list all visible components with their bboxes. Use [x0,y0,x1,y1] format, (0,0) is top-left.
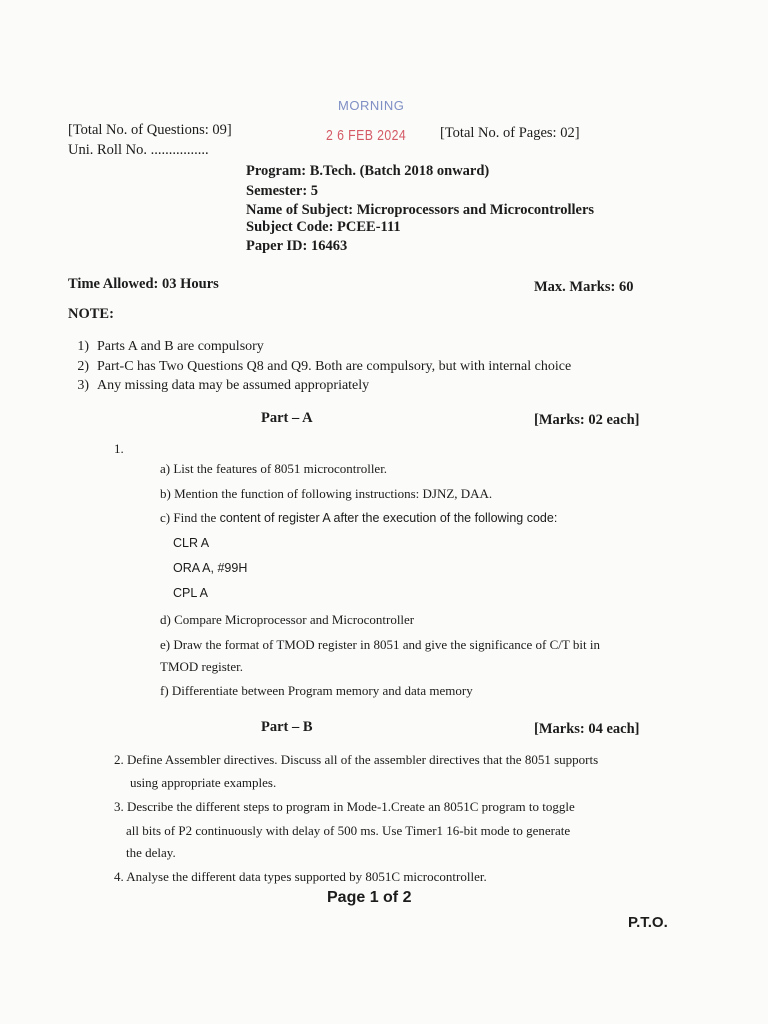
note-number: 1) [77,339,89,354]
question-1c-text: content of register A after the execution of the following code: [219,511,558,525]
part-b-marks: [Marks: 04 each] [534,721,640,737]
question-1b: b) Mention the function of following instructions: DJNZ, DAA. [160,486,493,501]
question-3: 3. Describe the different steps to program in Mode-1.Create an 8051C program to toggle [114,799,575,814]
session-stamp: MORNING [338,98,405,113]
question-4: 4. Analyse the different data types supported by 8051C microcontroller. [114,869,487,884]
note-text: Parts A and B are compulsory [97,339,264,354]
total-questions: [Total No. of Questions: 09] [68,122,232,138]
roll-no: Uni. Roll No. ................ [68,142,209,158]
note-number: 3) [77,378,89,393]
part-b-title: Part – B [261,719,313,735]
question-1f: f) Differentiate between Program memory and data memory [160,683,473,698]
question-1e-cont: TMOD register. [160,659,244,674]
total-pages: [Total No. of Pages: 02] [440,125,580,141]
page-number: Page 1 of 2 [327,889,412,906]
subject-name: Name of Subject: Microprocessors and Microcontrollers [246,202,595,218]
question-1c [160,510,557,526]
question-3-cont: all bits of P2 continuously with delay of 500 ms. Use Timer1 16-bit mode to generate [126,823,571,838]
time-allowed: Time Allowed: 03 Hours [68,276,219,292]
question-number: 1. [114,441,124,456]
code-line: CPL A [173,586,208,600]
program: Program: B.Tech. (Batch 2018 onward) [246,163,490,179]
part-a-title: Part – A [261,410,313,426]
note-item [65,359,571,375]
question-1c-prefix: c) Find the [160,510,217,525]
part-a-marks: [Marks: 02 each] [534,412,640,428]
question-1e: e) Draw the format of TMOD register in 8051 and give the significance of C/T bit in [160,637,600,652]
max-marks: Max. Marks: 60 [534,279,634,295]
question-1d: d) Compare Microprocessor and Microcontroller [160,612,415,627]
subject-code: Subject Code: PCEE-111 [246,219,401,235]
note-item [65,378,369,394]
note-text: Part-C has Two Questions Q8 and Q9. Both are compulsory, but with internal choice [97,359,572,374]
paper-id: Paper ID: 16463 [246,238,348,254]
pto-label: P.T.O. [628,914,668,931]
question-1a: a) List the features of 8051 microcontroller. [160,461,388,476]
note-number: 2) [77,359,89,374]
code-line: ORA A, #99H [173,561,248,575]
note-title: NOTE: [68,306,114,322]
note-text: Any missing data may be assumed appropriately [97,378,370,393]
date-stamp: 2 6 FEB 2024 [326,127,407,144]
question-3-cont: the delay. [126,845,176,860]
semester: Semester: 5 [246,183,319,199]
note-item [65,339,264,355]
code-line: CLR A [173,536,210,550]
question-2: 2. Define Assembler directives. Discuss all of the assembler directives that the 8051 supports [114,752,599,767]
question-2-cont: using appropriate examples. [130,775,277,790]
